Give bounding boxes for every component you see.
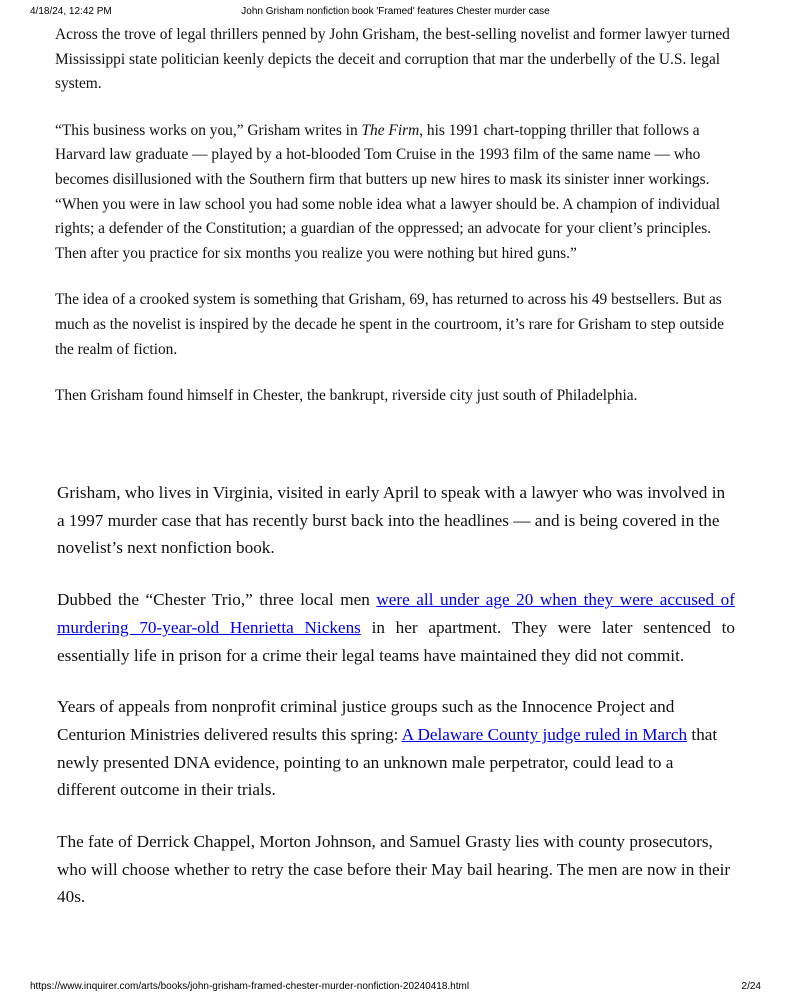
print-header [30,6,761,20]
article-section-lower [57,479,735,935]
paragraph-text: in her apartment. They were later sentenced to essentially life in prison for a crime their legal teams have maintained they did not commit. [57,617,736,665]
print-timestamp: 4/18/24, 12:42 PM [30,6,112,17]
paragraph-text: “This business works on you,” Grisham writes in [55,121,362,139]
article-paragraph: Across the trove of legal thrillers penned by John Grisham, the best-selling novelist and former lawyer turned Mississippi state politician keenly depicts the deceit and corruption that mar the underbelly of the U.S. legal system. [55,26,730,93]
book-title-italic: The Firm [361,121,420,139]
article-paragraph [57,693,735,804]
article-paragraph: The idea of a crooked system is something that Grisham, 69, has returned to across his 49 bestsellers. But as much as the novelist is inspired by the decade he spent in the courtroom, it’s rare for Grisham to step outside the realm of fiction. [55,291,724,358]
article-paragraph: The fate of Derrick Chappel, Morton Johnson, and Samuel Grasty lies with county prosecutors, who will choose whether to retry the case before their May bail hearing. The men are now in their 40s. [57,832,731,907]
print-footer [30,981,761,995]
article-paragraph [55,119,745,267]
print-url: https://www.inquirer.com/arts/books/john-grisham-framed-chester-murder-nonfiction-20240418.html [30,981,470,992]
paragraph-text: Years of appeals from nonprofit criminal justice groups such as the Innocence Project and Centurion Ministries delivered results this spring: [57,697,675,744]
article-paragraph: Grisham, who lives in Virginia, visited in early April to speak with a lawyer who was involved in a 1997 murder case that has recently burst back into the headlines — and is being covered in the novelist’s next nonfiction book. [57,483,726,558]
paragraph-text: , his 1991 chart-topping thriller that follows a Harvard law graduate — played by a hot-blooded Tom Cruise in the 1993 film of the same name — who becomes disillusioned with the Southern firm that butters up new hires to mask its sinister inner workings. “When you were in law school you had some noble idea what a lawyer should be. A champion of individual rights; a defender of the Constitution; a guardian of the oppressed; an advocate for your client’s principles. Then after you practice for six months you realize you were nothing but hired guns.” [55,121,721,262]
article-link-judge-ruling[interactable]: A Delaware County judge ruled in March [401,724,688,744]
paragraph-text: Dubbed the “Chester Trio,” three local men [57,590,377,610]
print-page-title: John Grisham nonfiction book 'Framed' features Chester murder case [241,6,550,17]
article-section-upper [55,23,745,431]
print-page-number: 2/24 [741,981,761,992]
paragraph-text: that newly presented DNA evidence, pointing to an unknown male perpetrator, could lead to a different outcome in their trials. [57,724,718,800]
article-paragraph: Then Grisham found himself in Chester, the bankrupt, riverside city just south of Philadelphia. [55,387,638,405]
article-paragraph [57,586,735,669]
article-link-accused[interactable]: were all under age 20 when they were accused of murdering 70-year-old Henrietta Nickens [57,590,735,637]
